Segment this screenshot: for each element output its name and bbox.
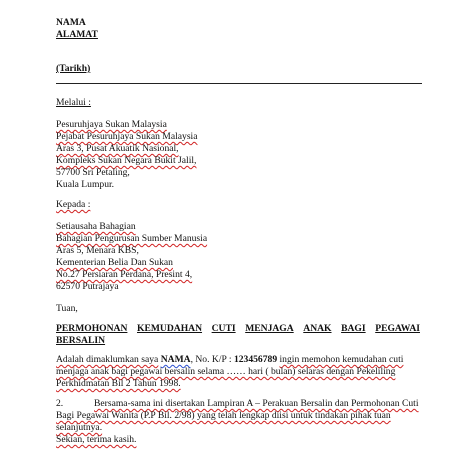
- sender-address: ALAMAT: [56, 29, 98, 40]
- via-label: Melalui :: [56, 97, 91, 108]
- subject-word: BAGI: [341, 323, 366, 334]
- paragraph-1-line: Perkhidmatan Bil 2 Tahun 1998.: [56, 378, 181, 389]
- paragraph-2-number: 2.: [56, 398, 64, 409]
- header-divider: [56, 83, 422, 84]
- subject-word: CUTI: [211, 323, 236, 334]
- paragraph-2-line: Bersama-sama ini disertakan Lampiran A – Perakuan Bersalin dan Permohonan Cuti: [94, 398, 419, 409]
- salutation: Tuan,: [56, 303, 78, 314]
- applicant-name: NAMA: [160, 354, 191, 365]
- closing-line: Sekian, terima kasih.: [56, 434, 137, 445]
- via-address-line: Pesuruhjaya Sukan Malaysia: [56, 119, 167, 130]
- subject-word: MENJAGA: [245, 323, 294, 334]
- to-address-line: Bahagian Pengurusan Sumber Manusia: [56, 233, 208, 244]
- para1-text: ingin memohon kemudahan cuti: [279, 354, 404, 365]
- subject-word: PERMOHONAN: [56, 323, 128, 334]
- via-address-line: Kuala Lumpur.: [56, 179, 115, 190]
- via-address-line: [56, 143, 179, 155]
- para1-text: , No. K/P :: [190, 354, 232, 365]
- subject-line-1: [56, 323, 420, 335]
- paragraph-1-line: menjaga anak bagi pegawai bersalin selama …… hari ( bulan) selaras dengan Pekeliling: [56, 366, 396, 377]
- subject-line-2: BERSALIN: [56, 335, 106, 346]
- to-label: Kepada :: [56, 199, 91, 210]
- paragraph-1-line: [56, 354, 420, 366]
- letter-date: (Tarikh): [56, 63, 91, 74]
- subject-word: PEGAWAI: [375, 323, 420, 334]
- subject-word: KEMUDAHAN: [137, 323, 203, 334]
- ic-number: 123456789: [233, 354, 278, 365]
- to-address-line: Kementerian Belia Dan Sukan: [56, 257, 173, 268]
- para1-text: Adalah dimaklumkan saya: [56, 354, 159, 365]
- paragraph-2-line: Bagi Pegawai Wanita (P.P Bil. 2/98) yang telah lengkap diisi untuk tindakan pihak tuan: [56, 410, 391, 421]
- subject-word: ANAK: [303, 323, 332, 334]
- to-address-line: Setiausaha Bahagian: [56, 221, 136, 232]
- subject-heading: [56, 323, 420, 347]
- via-address-line: 57700 Sri Petaling,: [56, 167, 130, 178]
- sender-name: NAMA: [56, 17, 86, 28]
- via-address-line: Kompleks Sukan Negara Bukit Jalil,: [56, 155, 197, 166]
- to-address-line: Aras 5, Menara KBS,: [56, 245, 139, 256]
- to-address-line: 62570 Putrajaya: [56, 281, 119, 292]
- paragraph-2-line: selanjutnya.: [56, 422, 103, 433]
- via-address-line: Pejabat Pesuruhjaya Sukan Malaysia: [56, 131, 198, 142]
- paragraph-1: [56, 354, 420, 390]
- to-address-line: No.27 Persiaran Perdana, Presint 4,: [56, 269, 193, 280]
- via-address-text: Aras 3, Pusat Akuatik Nasional,: [56, 143, 179, 154]
